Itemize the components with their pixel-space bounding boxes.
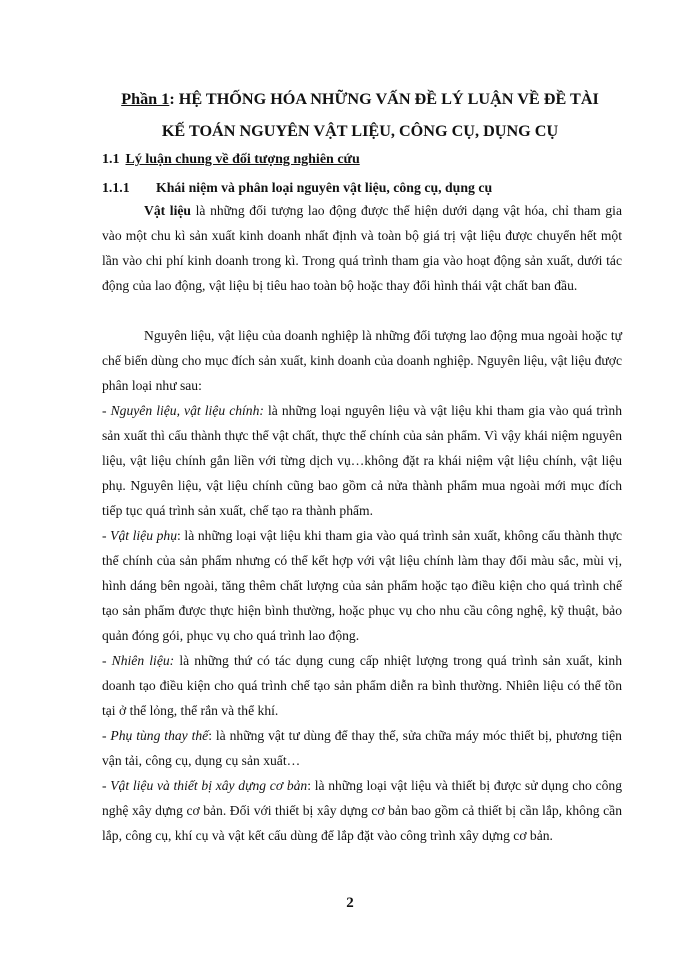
term-vat-lieu: Vật liệu <box>144 203 191 218</box>
term-phu-tung: - Phụ tùng thay thế <box>102 728 209 743</box>
term-vat-lieu-phu: - Vật liệu phụ <box>102 528 178 543</box>
paragraph-vat-lieu-chinh <box>102 398 622 523</box>
section-title: Lý luận chung về đối tượng nghiên cứu <box>125 152 360 167</box>
paragraph-text: là những đối tượng lao động được thể hiện dưới dạng vật hóa, chỉ tham gia vào một chu kì sản xuất kinh doanh nhất định và toàn bộ giá trị vật liệu được chuyển hết một lần vào chi phí kinh doanh trong kì. Trong quá trình tham gia vào hoạt động sản xuất, dưới tác động của lao động, vật liệu bị tiêu hao toàn bộ hoặc thay đổi hình thái vật chất ban đầu. <box>102 203 622 293</box>
paragraph-nguyen-lieu: Nguyên liệu, vật liệu của doanh nghiệp là những đối tượng lao động mua ngoài hoặc tự chế biến dùng cho mục đích sản xuất, kinh doanh của doanh nghiệp. Nguyên liệu, vật liệu được phân loại như sau: <box>102 328 622 393</box>
paragraph-text: là những loại nguyên liệu và vật liệu khi tham gia vào quá trình sản xuất thì cấu thành thực thể vật chất, thực thể chính của sản phẩm. Vì vậy khái niệm nguyên liệu, vật liệu chính gắn liền với từng dịch vụ…không đặt ra khái niệm vật liệu chính, vật liệu phụ. Nguyên liệu, vật liệu chính cũng bao gồm cả nửa thành phẩm mua ngoài mới mục đích tiếp tục quá trình sản xuất, chế tạo ra thành phẩm. <box>102 403 623 518</box>
paragraph-text: là những thứ có tác dụng cung cấp nhiệt lượng trong quá trình sản xuất, kinh doanh tạo điều kiện cho quá trình chế tạo sản phẩm diễn ra bình thường. Nhiên liệu có thể tồn tại ở thể lỏng, thể rắn và thể khí. <box>102 653 622 718</box>
term-nhien-lieu: - Nhiên liệu: <box>102 653 175 668</box>
paragraph-xay-dung <box>102 773 622 848</box>
section-number: 1.1 <box>102 152 120 167</box>
section-heading <box>102 152 360 168</box>
subsection-title: Khái niệm và phân loại nguyên vật liệu, công cụ, dụng cụ <box>156 180 493 195</box>
part-title-line2: KẾ TOÁN NGUYÊN VẬT LIỆU, CÔNG CỤ, DỤNG CỤ <box>161 122 559 140</box>
subsection-heading <box>102 180 492 196</box>
paragraph-phu-tung <box>102 723 622 773</box>
page-number: 2 <box>346 895 354 911</box>
paragraph-vat-lieu <box>102 198 622 298</box>
part-title-text: : HỆ THỐNG HÓA NHỮNG VẤN ĐỀ LÝ LUẬN VỀ ĐỀ TÀI <box>169 90 599 108</box>
subsection-number: 1.1.1 <box>102 180 130 195</box>
term-xay-dung: - Vật liệu và thiết bị xây dựng cơ bản <box>102 778 308 793</box>
paragraph-vat-lieu-phu <box>102 523 622 648</box>
paragraph-text: : là những loại vật liệu và thiết bị được sử dụng cho công nghệ xây dựng cơ bản. Đối với thiết bị xây dựng cơ bản bao gồm cả thiết bị cần lắp, không cần lắp, công cụ, khí cụ và vật kết cấu dùng để lắp đặt vào công trình xây dựng cơ bản. <box>102 778 622 843</box>
part-title <box>80 89 640 109</box>
part-label: Phần 1 <box>121 90 170 108</box>
paragraph-text: : là những loại vật liệu khi tham gia vào quá trình sản xuất, không cấu thành thực thể chính của sản phẩm nhưng có thể kết hợp với vật liệu chính làm thay đổi màu sắc, mùi vị, hình dáng bên ngoài, tăng thêm chất lượng của sản phẩm hoặc tạo điều kiện cho quá trình chế tạo sản phẩm được thực hiện bình thường, hoặc phục vụ cho nhu cầu công nghệ, kỹ thuật, bảo quản đóng gói, phục vụ cho quá trình lao động. <box>102 528 623 643</box>
paragraph-nhien-lieu <box>102 648 622 723</box>
term-vat-lieu-chinh: - Nguyên liệu, vật liệu chính: <box>102 403 264 418</box>
paragraph-text: : là những vật tư dùng để thay thế, sửa chữa máy móc thiết bị, phương tiện vận tải, công cụ, dụng cụ sản xuất… <box>102 728 622 768</box>
